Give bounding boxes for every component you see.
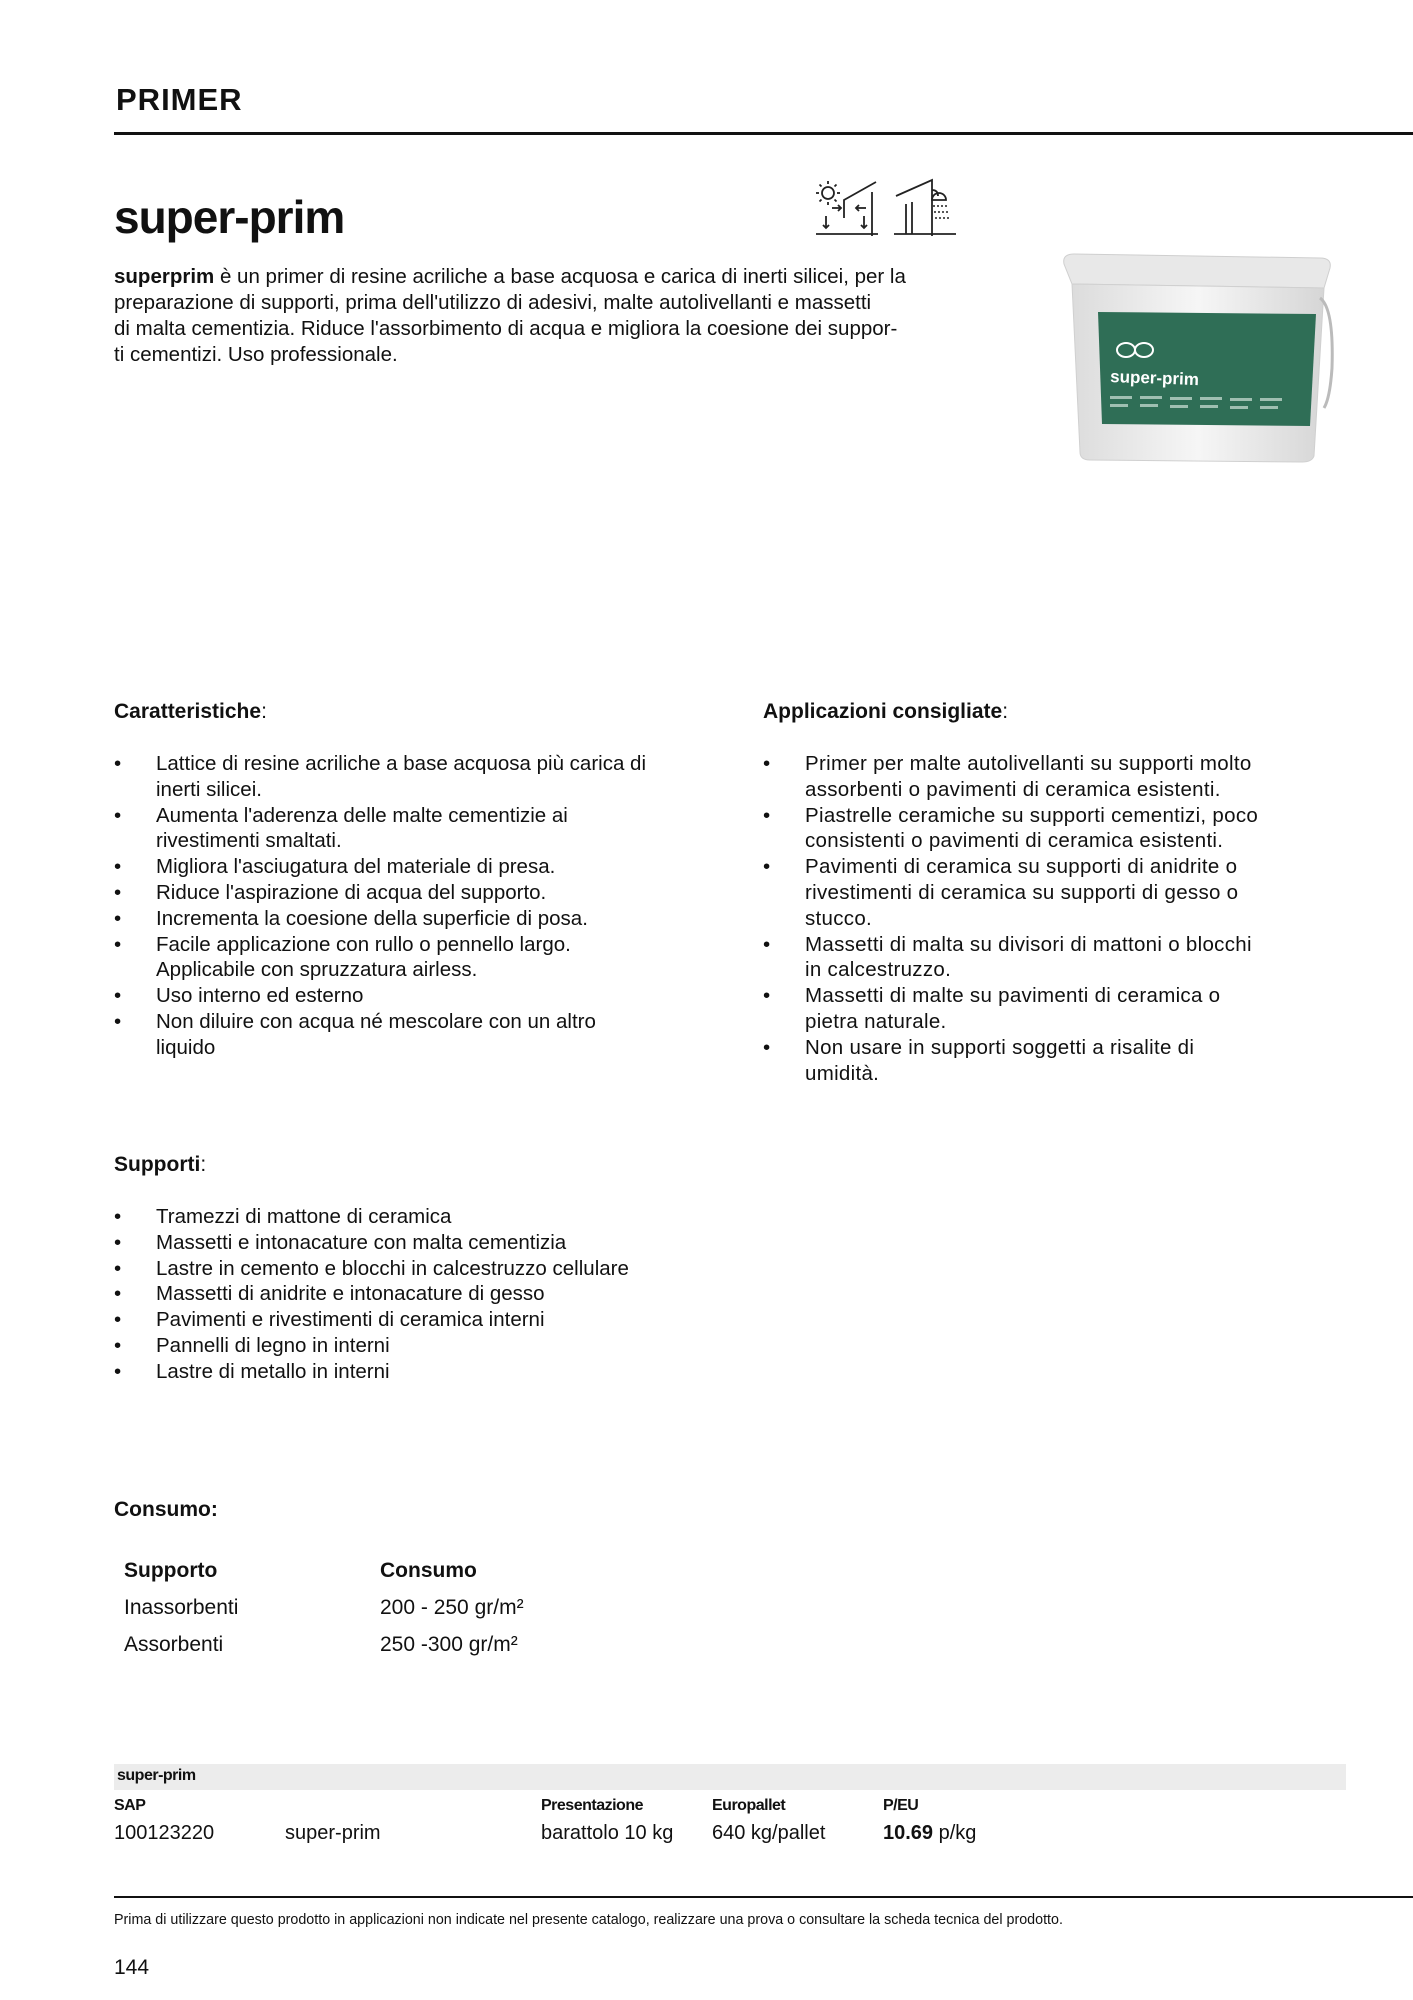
header-divider [114,132,1413,135]
shower-room-icon [894,178,956,238]
section-title: PRIMER [116,82,243,117]
bucket-label-text: super-prim [1109,367,1200,390]
caratteristiche-list [114,751,714,1061]
footnote: Prima di utilizzare questo prodotto in applicazioni non indicate nel presente catalogo, realizzare una prova o consultare la scheda tecnica del prodotto. [114,1912,1063,1928]
list-item: • Incrementa la coesione della superficie di posa. [114,906,714,932]
europallet-cell: 640 kg/pallet [712,1822,826,1844]
sap-code: 100123220 [114,1822,215,1844]
header-sap: SAP [114,1797,146,1814]
page-number: 144 [114,1956,150,1979]
list-item: • Pavimenti e rivestimenti di ceramica interni [114,1307,814,1333]
list-item: • Riduce l'aspirazione di acqua del supporto. [114,880,714,906]
product-bucket-image [1062,248,1334,468]
table-row: Assorbenti 250 -300 gr/m² [124,1632,518,1656]
list-item: • Aumenta l'aderenza delle malte cementizie ai rivestimenti smaltati. [114,803,714,855]
list-item: • Massetti e intonacature con malta cementizia [114,1230,814,1256]
list-item: • Uso interno ed esterno [114,983,714,1009]
header-peu: P/EU [883,1797,919,1814]
consumo-title: Consumo: [114,1498,218,1521]
table-row: Inassorbenti 200 - 250 gr/m² [124,1595,524,1619]
consumo-header-supporto: Supporto [124,1558,218,1582]
list-item: • Pavimenti di ceramica su supporti di anidrite o rivestimenti di ceramica su supporti di gesso o stucco. [763,854,1363,931]
list-item: • Lattice di resine acriliche a base acquosa più carica di inerti silicei. [114,751,714,803]
list-item: • Pannelli di legno in interni [114,1333,814,1359]
list-item: • Massetti di malta su divisori di mattoni o blocchi in calcestruzzo. [763,932,1363,984]
product-title: super-prim [114,191,345,243]
price-unit: p/kg [933,1822,977,1844]
product-name-cell: super-prim [285,1822,381,1844]
applicazioni-title: Applicazioni consigliate: [763,700,1009,723]
supporti-list [114,1204,814,1385]
list-item: • Piastrelle ceramiche su supporti cementizi, poco consistenti o pavimenti di ceramica esistenti. [763,803,1363,855]
list-item: • Migliora l'asciugatura del materiale di presa. [114,854,714,880]
caratteristiche-title: Caratteristiche: [114,700,267,723]
price-value: 10.69 [883,1822,934,1844]
supporti-title: Supporti: [114,1153,207,1176]
intro-brand: superprim [114,265,215,288]
applicazioni-list [763,751,1363,1086]
list-item: • Facile applicazione con rullo o pennello largo. Applicabile con spruzzatura airless. [114,932,714,984]
indoor-outdoor-icon [814,178,880,238]
list-item: • Non usare in supporti soggetti a risalite di umidità. [763,1035,1363,1087]
list-item: • Tramezzi di mattone di ceramica [114,1204,814,1230]
product-table-band [114,1764,1346,1790]
list-item: • Massetti di anidrite e intonacature di gesso [114,1281,814,1307]
consumo-table [114,1552,630,1663]
presentazione-cell: barattolo 10 kg [541,1822,674,1844]
header-presentazione: Presentazione [541,1797,643,1814]
list-item: • Non diluire con acqua né mescolare con un altro liquido [114,1009,714,1061]
consumo-header-consumo: Consumo [380,1558,477,1582]
header-europallet: Europallet [712,1797,786,1814]
list-item: • Primer per malte autolivellanti su supporti molto assorbenti o pavimenti di ceramica esistenti. [763,751,1363,803]
product-table-title: super-prim [117,1767,196,1784]
footer-divider [114,1896,1413,1898]
usage-icons [814,178,956,238]
list-item: • Lastre di metallo in interni [114,1359,814,1385]
list-item: • Massetti di malte su pavimenti di ceramica o pietra naturale. [763,983,1363,1035]
price-cell [883,1822,976,1845]
product-intro: superprim è un primer di resine acriliche a base acquosa e carica di inerti silicei, per la preparazione di supporti, prima dell'utilizzo di adesivi, malte autolivellanti e massetti di malta cementizia. Riduce l'assorbimento di acqua e migliora la coesione dei suppor- ti cementizi. Uso professionale. [114,265,906,366]
list-item: • Lastre in cemento e blocchi in calcestruzzo cellulare [114,1256,814,1282]
